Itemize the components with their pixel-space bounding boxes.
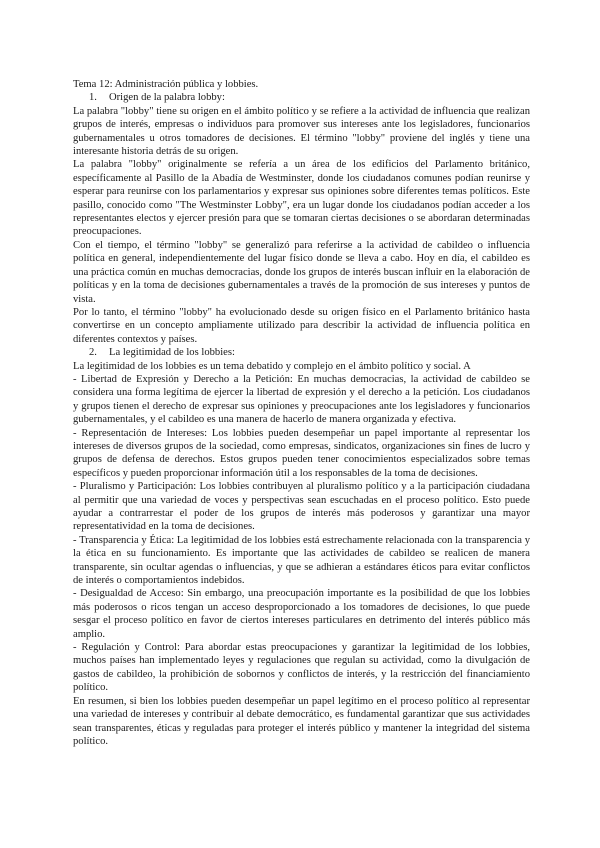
- conclusion-paragraph: En resumen, si bien los lobbies pueden desempeñar un papel legítimo en el proceso político al representar una variedad de intereses y contribuir al debate democrático, es fundamental garantizar que sus actividades sean transparentes, éticas y reguladas para proteger el interés público y mantener la integridad del sistema político.: [73, 695, 530, 747]
- section-title: Origen de la palabra lobby:: [109, 92, 225, 104]
- document-title: Tema 12: Administración pública y lobbies.: [73, 79, 259, 90]
- section-title: La legitimidad de los lobbies:: [109, 347, 235, 359]
- section-heading-origin: [73, 91, 530, 104]
- list-item: - Libertad de Expresión y Derecho a la Petición: En muchas democracias, la actividad de cabildeo se considera una forma legítima de ejercer la libertad de expresión y el derecho a la petición. Los ciudadanos y grupos tienen el derecho de expresar sus opiniones y preocupaciones ante los legisladores y funcionarios gubernamentales, y el cabildeo es una manera de hacerlo de manera organizada y efectiva.: [73, 373, 530, 426]
- paragraph: Con el tiempo, el término "lobby" se generalizó para referirse a la actividad de cabildeo o influencia política en general, independientemente del lugar físico donde se lleva a cabo. Hoy en día, el cabildeo es una práctica común en muchas democracias, donde los grupos de interés buscan influir en la elaboración de políticas y en la toma de decisiones gubernamentales a través de la promoción de sus intereses y puntos de vista.: [73, 239, 530, 305]
- list-item: - Representación de Intereses: Los lobbies pueden desempeñar un papel importante al representar los intereses de diversos grupos de la sociedad, como empresas, sindicatos, organizaciones sin fines de lucro y grupos de defensa de derechos. Estos grupos pueden tener conocimientos especializados sobre temas específicos y pueden proporcionar información útil a los responsables de la toma de decisiones.: [73, 427, 530, 479]
- section-number: 1.: [89, 92, 97, 104]
- list-item: - Pluralismo y Participación: Los lobbies contribuyen al pluralismo político y a la participación ciudadana al permitir que una variedad de voces y perspectivas sean escuchadas en el proceso político. Esto puede ayudar a contrarrestar el poder de los grupos de interés más poderosos y garantizar una mayor representatividad en la toma de decisiones.: [73, 481, 530, 533]
- section-intro: La legitimidad de los lobbies es un tema debatido y complejo en el ámbito político y social. A: [73, 360, 471, 372]
- list-item: - Transparencia y Ética: La legitimidad de los lobbies está estrechamente relacionada con la transparencia y la ética en su funcionamiento. Es importante que las actividades de cabildeo se realicen de manera transparente, sin ocultar agendas o influencias, y que se adhieran a estándares éticos para evitar conflictos de interés o comportamientos indebidos.: [73, 534, 530, 587]
- section-heading-legitimacy: [73, 346, 530, 359]
- paragraph: La palabra "lobby" tiene su origen en el ámbito político y se refiere a la actividad de influencia que realizan grupos de interés, empresas o individuos para promover sus intereses ante los legisladores, funcionarios gubernamentales u otros tomadores de decisiones. El término "lobby" proviene del inglés y tiene una interesante historia detrás de su origen.: [73, 105, 530, 158]
- section-number: 2.: [89, 347, 97, 359]
- list-item: - Desigualdad de Acceso: Sin embargo, una preocupación importante es la posibilidad de que los lobbies más poderosos o ricos tengan un acceso desproporcionado a los tomadores de decisiones, lo que puede sesgar el proceso político en favor de ciertos intereses particulares en detrimento del interés público más amplio.: [73, 588, 530, 640]
- paragraph: Por lo tanto, el término "lobby" ha evolucionado desde su origen físico en el Parlamento británico hasta convertirse en un concepto ampliamente utilizado para describir la actividad de influencia política en diferentes contextos y países.: [73, 306, 530, 345]
- document-page: [73, 78, 530, 748]
- list-item: - Regulación y Control: Para abordar estas preocupaciones y garantizar la legitimidad de los lobbies, muchos países han implementado leyes y regulaciones que regulan su actividad, como la divulgación de gastos de cabildeo, la prohibición de sobornos y conflictos de interés, y la restricción del financiamiento político.: [73, 642, 530, 694]
- paragraph: La palabra "lobby" originalmente se refería a un área de los edificios del Parlamento británico, específicamente al Pasillo de la Abadía de Westminster, donde los ciudadanos comunes podían reunirse y esperar para reunirse con los parlamentarios y expresar sus opiniones sobre diferentes temas políticos. Este pasillo, conocido como "The Westminster Lobby", era un lugar donde los ciudadanos podían acceder a los representantes electos y ejercer presión para que se tomaran ciertas decisiones o se abordaran determinadas preocupaciones.: [73, 159, 530, 238]
